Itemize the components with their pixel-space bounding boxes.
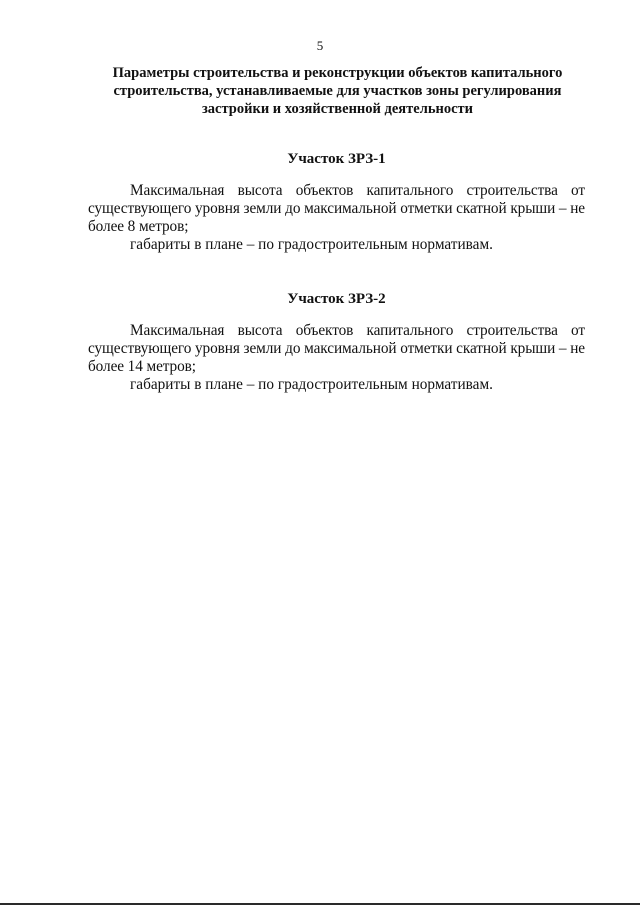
height-limit-paragraph: Максимальная высота объектов капитального строительства от существующего уровня земли до максимальной отметки скатной крыши – не более 8 метров; [88, 182, 585, 235]
document-title [90, 64, 585, 118]
section-zrz-1 [88, 150, 585, 254]
height-limit-paragraph: Максимальная высота объектов капитального строительства от существующего уровня земли до максимальной отметки скатной крыши – не более 14 метров; [88, 322, 585, 375]
document-title-line-2: строительства, устанавливаемые для участков зоны регулирования [113, 83, 562, 99]
document-title-line-1: Параметры строительства и реконструкции объектов капитального [112, 65, 563, 81]
dimensions-line: габариты в плане – по градостроительным нормативам. [130, 236, 493, 253]
section-title: Участок ЗРЗ-1 [287, 151, 386, 167]
section-title: Участок ЗРЗ-2 [287, 291, 386, 307]
document-title-line-3: застройки и хозяйственной деятельности [201, 101, 474, 117]
page-number: 5 [316, 38, 324, 53]
dimensions-line: габариты в плане – по градостроительным нормативам. [130, 376, 493, 393]
section-zrz-2 [88, 290, 585, 394]
